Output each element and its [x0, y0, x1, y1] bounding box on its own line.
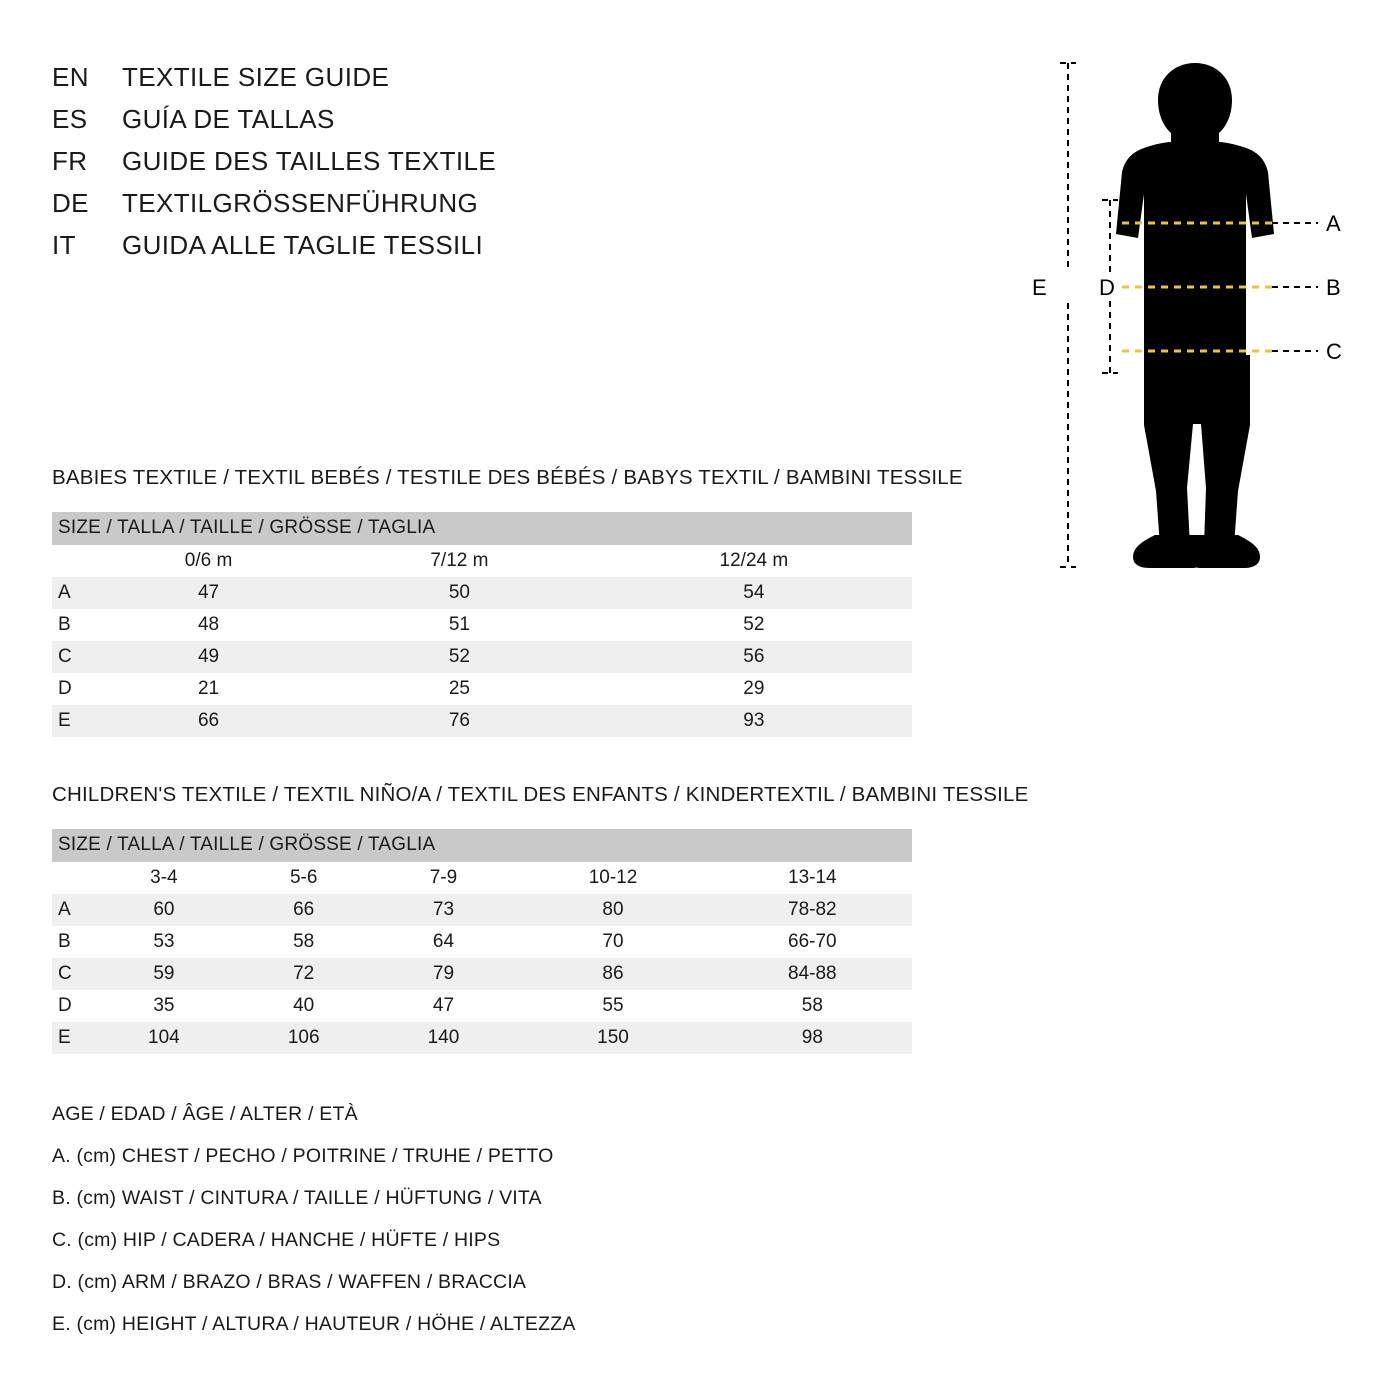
figure-label-e: E — [1032, 275, 1047, 300]
table-row — [52, 673, 912, 705]
title-block — [52, 62, 772, 272]
column-header: 13-14 — [788, 867, 837, 888]
table-cell: 84-88 — [788, 963, 837, 984]
row-label: C — [58, 963, 72, 984]
table-cell: 50 — [448, 582, 470, 603]
row-label: B — [58, 614, 71, 635]
table-cell: 47 — [432, 995, 455, 1016]
figure-label-a: A — [1326, 211, 1341, 236]
babies-table-caption: SIZE / TALLA / TAILLE / GRÖSSE / TAGLIA — [52, 512, 912, 545]
title-text-es: GUÍA DE TALLAS — [122, 104, 335, 134]
legend-height: E. (cm) HEIGHT / ALTURA / HAUTEUR / HÖHE / ALTEZZA — [52, 1313, 576, 1335]
measurement-figure — [1010, 55, 1370, 575]
column-header: 7/12 m — [430, 550, 489, 571]
table-cell: 53 — [153, 931, 175, 952]
column-header: 7-9 — [429, 867, 458, 888]
table-cell: 48 — [197, 614, 220, 635]
column-header: 0/6 m — [184, 550, 233, 571]
title-lang-fr: FR — [52, 146, 88, 176]
row-label: D — [58, 995, 72, 1016]
table-cell: 70 — [602, 931, 624, 952]
table-cell: 140 — [427, 1027, 460, 1048]
table-cell: 78-82 — [788, 899, 837, 920]
table-cell: 66-70 — [788, 931, 837, 952]
legend-block — [52, 1103, 952, 1355]
row-label: C — [58, 646, 72, 667]
row-label: A — [58, 582, 71, 603]
title-row — [52, 188, 772, 230]
table-cell: 55 — [602, 995, 624, 1016]
title-text-en: TEXTILE SIZE GUIDE — [122, 62, 390, 92]
title-row — [52, 62, 772, 104]
row-label: D — [58, 678, 72, 699]
legend-arm: D. (cm) ARM / BRAZO / BRAS / WAFFEN / BRACCIA — [52, 1271, 527, 1293]
label-leaders — [1272, 223, 1318, 351]
babies-section-heading: BABIES TEXTILE / TEXTIL BEBÉS / TESTILE DES BÉBÉS / BABYS TEXTIL / BAMBINI TESSILE — [52, 466, 963, 489]
table-cell: 52 — [743, 614, 765, 635]
corner-cell — [52, 545, 94, 577]
figure-label-b: B — [1326, 275, 1341, 300]
legend-chest: A. (cm) CHEST / PECHO / POITRINE / TRUHE / PETTO — [52, 1145, 554, 1167]
column-header: 3-4 — [150, 867, 178, 888]
legend-waist: B. (cm) WAIST / CINTURA / TAILLE / HÜFTUNG / VITA — [52, 1187, 542, 1209]
table-cell: 47 — [197, 582, 220, 603]
row-label: E — [58, 710, 71, 731]
child-silhouette — [1116, 63, 1274, 568]
table-cell: 58 — [801, 995, 823, 1016]
table-cell: 80 — [602, 899, 624, 920]
table-cell: 72 — [293, 963, 315, 984]
table-row — [52, 958, 912, 990]
table-cell: 29 — [743, 678, 765, 699]
legend-age: AGE / EDAD / ÂGE / ALTER / ETÀ — [52, 1103, 358, 1125]
children-table-caption: SIZE / TALLA / TAILLE / GRÖSSE / TAGLIA — [52, 829, 912, 862]
corner-cell — [52, 862, 94, 894]
table-cell: 60 — [153, 899, 175, 920]
table-row — [52, 1022, 912, 1054]
table-row — [52, 926, 912, 958]
table-cell: 66 — [197, 710, 220, 731]
children-size-table — [52, 829, 912, 1054]
table-cell: 52 — [448, 646, 470, 667]
table-row — [52, 577, 912, 609]
height-bracket — [1060, 63, 1076, 567]
title-lang-de: DE — [52, 188, 89, 218]
figure-label-c: C — [1326, 339, 1342, 364]
table-cell: 150 — [597, 1027, 629, 1048]
column-header: 5-6 — [289, 867, 318, 888]
table-cell: 51 — [448, 614, 470, 635]
table-cell: 98 — [801, 1027, 823, 1048]
table-row — [52, 894, 912, 926]
table-cell: 56 — [743, 646, 765, 667]
title-lang-en: EN — [52, 62, 89, 92]
table-cell: 49 — [197, 646, 220, 667]
table-row — [52, 641, 912, 673]
table-cell: 59 — [153, 963, 175, 984]
title-text-it: GUIDA ALLE TAGLIE TESSILI — [122, 230, 484, 260]
table-cell: 76 — [448, 710, 470, 731]
children-section-heading: CHILDREN'S TEXTILE / TEXTIL NIÑO/A / TEXTIL DES ENFANTS / KINDERTEXTIL / BAMBINI TESSILE — [52, 783, 1029, 806]
column-header: 10-12 — [588, 867, 638, 888]
title-text-de: TEXTILGRÖSSENFÜHRUNG — [122, 188, 479, 218]
table-header-row — [52, 545, 912, 577]
table-cell: 66 — [293, 899, 315, 920]
title-text-fr: GUIDE DES TAILLES TEXTILE — [122, 146, 497, 176]
table-header-row — [52, 862, 912, 894]
table-row — [52, 990, 912, 1022]
row-label: B — [58, 931, 71, 952]
title-row — [52, 146, 772, 188]
row-label: E — [58, 1027, 71, 1048]
table-cell: 106 — [287, 1027, 320, 1048]
title-row — [52, 104, 772, 146]
table-cell: 21 — [197, 678, 220, 699]
babies-size-table — [52, 512, 912, 737]
table-cell: 93 — [743, 710, 765, 731]
table-cell: 40 — [293, 995, 315, 1016]
table-cell: 79 — [432, 963, 455, 984]
column-header: 12/24 m — [719, 550, 789, 571]
table-cell: 73 — [432, 899, 455, 920]
table-cell: 58 — [293, 931, 315, 952]
table-row — [52, 705, 912, 737]
table-row — [52, 609, 912, 641]
table-cell: 86 — [602, 963, 624, 984]
table-cell: 104 — [148, 1027, 180, 1048]
figure-label-d: D — [1099, 275, 1115, 300]
title-lang-es: ES — [52, 104, 88, 134]
table-cell: 25 — [448, 678, 470, 699]
row-label: A — [58, 899, 71, 920]
title-lang-it: IT — [52, 230, 76, 260]
legend-hip: C. (cm) HIP / CADERA / HANCHE / HÜFTE / HIPS — [52, 1229, 501, 1251]
table-cell: 35 — [153, 995, 175, 1016]
title-row — [52, 230, 772, 272]
table-cell: 54 — [743, 582, 765, 603]
table-cell: 64 — [432, 931, 455, 952]
